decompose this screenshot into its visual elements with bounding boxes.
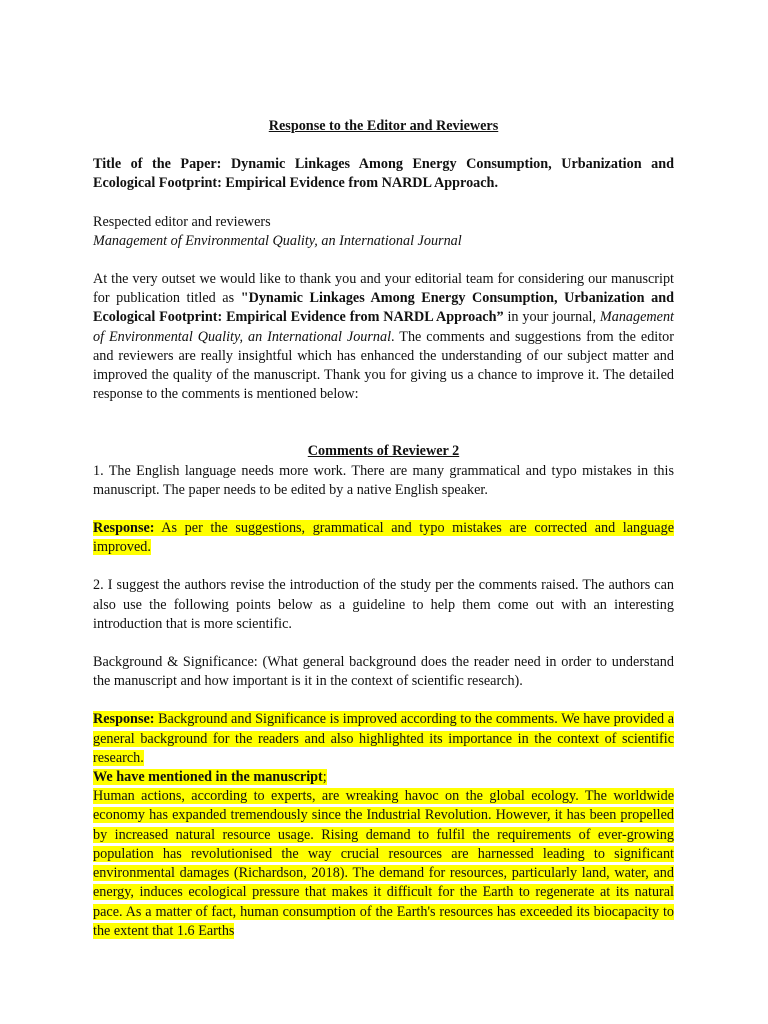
response-2-text: Background and Significance is improved according to the comments. We have provided a general background for the readers and also highlighted its importance in the context of scientific research. — [93, 711, 674, 766]
journal-name: Management of Environmental Quality, an International Journal — [93, 232, 462, 249]
response-2-label: Response: — [93, 711, 155, 728]
response-1 — [93, 519, 674, 557]
intro-paper-title: "Dynamic Linkages Among Energy Consumption, Urbanization and Ecological Footprint: Empirical Evidence from NARDL Approach” — [93, 290, 674, 326]
reviewer-heading-text: Comments of Reviewer 2 — [307, 443, 460, 460]
paper-title-label: Title of the Paper: — [93, 156, 231, 173]
mentioned-colon: ; — [322, 769, 327, 786]
intro-journal: Management of Environmental Quality, an International Journal — [93, 309, 674, 345]
response-1-label: Response: — [93, 520, 155, 537]
document-page — [93, 117, 674, 941]
intro-part2: in your journal, — [503, 309, 600, 326]
comment-2: 2. I suggest the authors revise the introduction of the study per the comments raised. The authors can also use the following points below as a guideline to help them come out with an interesting introduction that is more scientific. — [93, 577, 674, 632]
background-significance: Background & Significance: (What general background does the reader need in order to understand the manuscript and how important is it in the context of scientific research). — [93, 654, 674, 690]
intro-paragraph — [93, 270, 674, 404]
manuscript-excerpt — [93, 787, 674, 941]
response-2 — [93, 710, 674, 768]
intro-part1: At the very outset we would like to thank you and your editorial team for considering our manuscript for publication titled as — [93, 271, 674, 307]
heading-text: Response to the Editor and Reviewers — [268, 118, 499, 134]
paper-title — [93, 155, 674, 193]
paper-title-text: Dynamic Linkages Among Energy Consumption, Urbanization and Ecological Footprint: Empirical Evidence from NARDL Approach. — [93, 156, 675, 192]
manuscript-excerpt-text: Human actions, according to experts, are wreaking havoc on the global ecology. The worldwide economy has expanded tremendously since the Industrial Revolution. However, it has been propelled by increased natural resource usage. Rising demand to fulfil the requirements of ever-growing population has revolutionised the way crucial resources are harnessed leading to significant environmental damages (Richardson, 2018). The demand for resources, particularly land, water, and energy, induces ecological pressure that makes it difficult for the Earth to regenerate at its natural pace. As a matter of fact, human consumption of the Earth's resources has exceeded its biocapacity to the extent that 1.6 Earths — [93, 788, 674, 939]
mentioned-label-text: We have mentioned in the manuscript — [93, 769, 323, 786]
intro-part3: . The comments and suggestions from the editor and reviewers are really insightful which has enhanced the understanding of our subject matter and improved the quality of the manuscript. Thank you for giving us a chance to improve it. The detailed response to the comments is mentioned below: — [93, 328, 674, 403]
reviewer-heading — [93, 442, 674, 461]
document-heading — [93, 117, 674, 136]
response-1-text: As per the suggestions, grammatical and typo mistakes are corrected and language improved. — [93, 520, 674, 556]
salutation: Respected editor and reviewers — [93, 213, 271, 230]
mentioned-label — [93, 768, 674, 787]
comment-1: 1. The English language needs more work. There are many grammatical and typo mistakes in this manuscript. The paper needs to be edited by a native English speaker. — [93, 462, 674, 498]
